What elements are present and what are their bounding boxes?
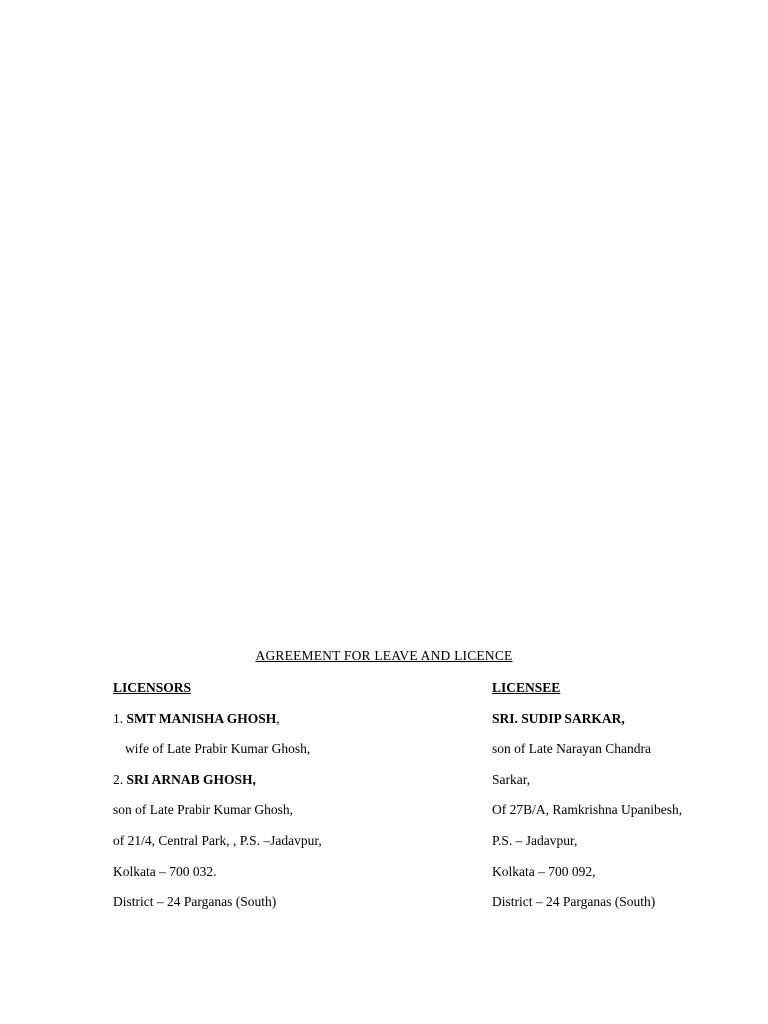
licensee-address-line-3: Kolkata – 700 092, [492,863,596,879]
licensor-2-number: 2. [113,771,127,787]
licensors-address-line-3: District – 24 Parganas (South) [113,894,277,910]
licensee-address-line-2: P.S. – Jadavpur, [492,832,578,848]
licensor-1-number: 1. [113,710,127,726]
licensors-address-line-2: Kolkata – 700 032. [113,863,217,879]
licensors-heading: LICENSORS [113,680,192,695]
licensor-1-relation: wife of Late Prabir Kumar Ghosh, [125,741,311,757]
licensor-2-line [113,770,473,801]
licensors-address-line-1: of 21/4, Central Park, , P.S. –Jadavpur, [113,832,322,848]
document-title: AGREEMENT FOR LEAVE AND LICENCE [255,648,513,663]
licensee-heading-line [492,678,752,709]
licensee-address-line-1: Of 27B/A, Ramkrishna Upanibesh, [492,802,683,818]
licensee-address-line-4: District – 24 Parganas (South) [492,894,656,910]
licensor-2-name: SRI ARNAB GHOSH, [126,771,256,787]
licensee-relation-line-2: Sarkar, [492,771,531,787]
licensee-heading: LICENSEE [492,680,561,695]
licensee-relation-line-1: son of Late Narayan Chandra [492,741,651,757]
licensee-name: SRI. SUDIP SARKAR, [492,710,625,726]
licensee-column [492,678,752,923]
licensor-1-name: SMT MANISHA GHOSH [126,710,277,726]
licensors-column [113,678,473,923]
licensor-1-name-suffix: , [276,710,280,726]
licensor-2-relation: son of Late Prabir Kumar Ghosh, [113,802,293,818]
licensor-1-line [113,709,473,740]
licensors-heading-line [113,678,473,709]
